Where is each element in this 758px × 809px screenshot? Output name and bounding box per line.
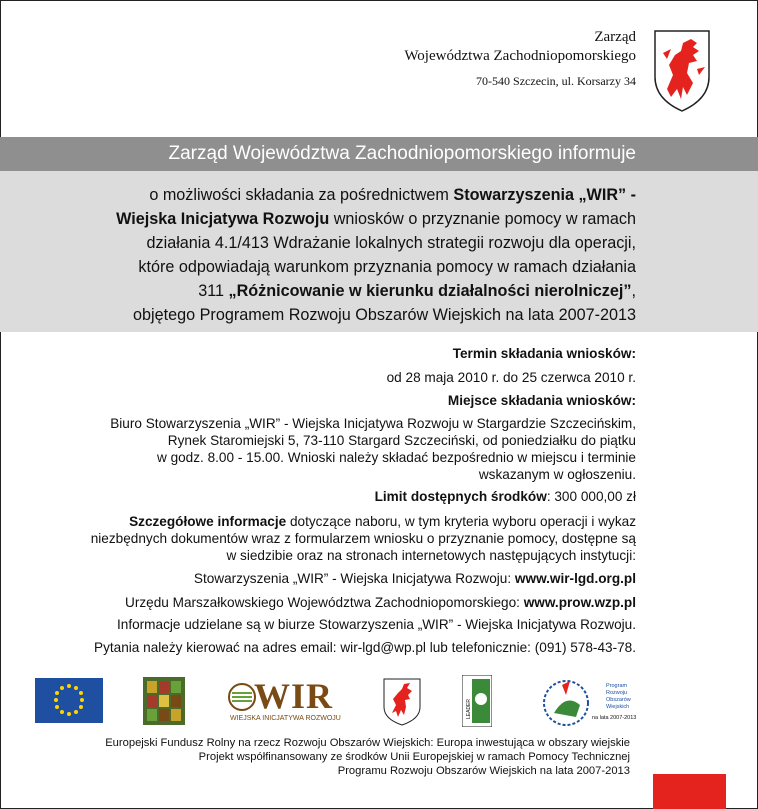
intro-line5a: 311: [198, 282, 229, 300]
link-prow-website[interactable]: www.prow.wzp.pl: [523, 595, 636, 610]
intro-line6: objętego Programem Rozwoju Obszarów Wiejskich na lata 2007-2013: [133, 306, 636, 324]
griffin-crest-icon: [653, 29, 711, 113]
header-title-line1: Zarząd: [594, 29, 636, 45]
intro-line3: działania 4.1/413 Wdrażanie lokalnych strategii rozwoju dla operacji,: [146, 234, 636, 252]
footer: [10, 736, 630, 778]
place-text: Biuro Stowarzyszenia „WIR” - Wiejska Inicjatywa Rozwoju w Stargardzie Szczecińskim, Rynek Staromiejski 5, 73-110 Stargard Szczeciński, od poniedziałku do piątku w godz. 8.00 - 15.00. Wnioski należy składać bezpośrednio w miejscu i terminie wskazanym w ogłoszeniu.: [110, 416, 636, 482]
prow-logo-text: Program Rozwoju Obszarów Wiejskich: [606, 683, 631, 710]
deadline-value: od 28 maja 2010 r. do 25 czerwca 2010 r.: [386, 370, 636, 385]
intro-line5c: ,: [631, 282, 636, 300]
band-title-bar: [0, 137, 758, 171]
footer-line3: Programu Rozwoju Obszarów Wiejskich na lata 2007-2013: [337, 765, 630, 777]
red-accent-block: [653, 774, 726, 809]
wir-logo-text: WIR: [254, 676, 334, 716]
intro-line1a: o możliwości składania za pośrednictwem: [149, 186, 454, 204]
intro-text: [0, 183, 636, 327]
intro-line4: które odpowiadają warunkom przyznania pomocy w ramach działania: [138, 258, 636, 276]
header-title-line2: Województwa Zachodniopomorskiego: [404, 48, 636, 64]
header: [404, 28, 636, 89]
band-title: Zarząd Województwa Zachodniopomorskiego informuje: [168, 143, 636, 164]
intro-line5b: „Różnicowanie w kierunku działalności nierolniczej”: [228, 282, 632, 300]
contact-info: Pytania należy kierować na adres email: wir-lgd@wp.pl lub telefonicznie: (091) 578-43-78.: [94, 640, 636, 655]
link-wir-website[interactable]: www.wir-lgd.org.pl: [514, 571, 636, 586]
office-info: Informacje udzielane są w biurze Stowarzyszenia „WIR” - Wiejska Inicjatywa Rozwoju.: [116, 617, 636, 632]
voivodeship-crest-icon: [382, 677, 422, 727]
funds-limit: Limit dostępnych środków: 300 000,00 zł: [374, 489, 636, 504]
footer-line1: Europejski Fundusz Rolny na rzecz Rozwoju Obszarów Wiejskich: Europa inwestująca w obszary wiejskie: [105, 737, 630, 749]
intro-line2a: Wiejska Inicjatywa Rozwoju: [116, 210, 330, 228]
leader-logo-text: LEADER: [466, 698, 472, 719]
intro-line2b: wniosków o przyznanie pomocy w ramach: [329, 210, 636, 228]
header-address: 70-540 Szczecin, ul. Korsarzy 34: [476, 74, 636, 88]
sponsor-logos: [0, 675, 758, 730]
intro-line1b: Stowarzyszenia „WIR” -: [453, 186, 636, 204]
place-label: Miejsce składania wniosków:: [447, 393, 636, 408]
deadline-label: Termin składania wniosków:: [452, 346, 636, 361]
prow-logo-years: na lata 2007-2013: [592, 715, 637, 721]
eu-flag-icon: [35, 678, 103, 723]
local-group-logo-icon: [143, 677, 185, 725]
site-prow: Urzędu Marszałkowskiego Województwa Zachodniopomorskiego: www.prow.wzp.pl: [125, 595, 636, 610]
footer-line2: Projekt współfinansowany ze środków Unii Europejskiej w ramach Pomocy Technicznej: [198, 751, 630, 763]
detailed-info: Szczegółowe informacje dotyczące naboru, w tym kryteria wyboru operacji i wykaz niezbędnych dokumentów wraz z formularzem wniosku o przyznanie pomocy, dostępne są w siedzibie oraz na stronach internetowych następujących instytucji:: [90, 514, 636, 563]
wir-logo-subtitle: WIEJSKA INICJATYWA ROZWOJU: [230, 715, 341, 722]
site-wir: Stowarzyszenia „WIR” - Wiejska Inicjatywa Rozwoju: www.wir-lgd.org.pl: [193, 571, 636, 586]
